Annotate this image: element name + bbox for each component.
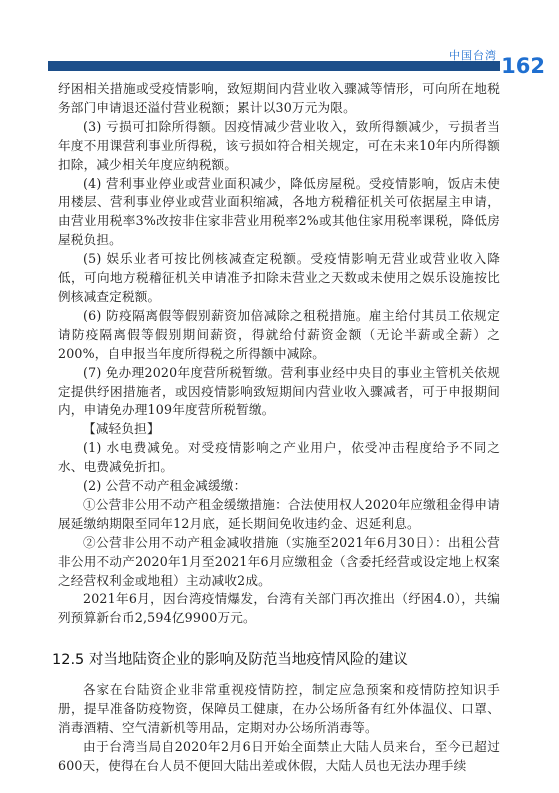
subheading-reduce-burden: 【减轻负担】 bbox=[83, 421, 160, 437]
header-bar bbox=[48, 61, 500, 71]
section-heading: 12.5 对当地陆资企业的影响及防范当地疫情风险的建议 bbox=[52, 652, 408, 669]
paragraph-epidemic-prevention: 各家在台陆资企业非常重视疫情防控，制定应急预案和疫情防控知识手册，提早准备防疫物资，保障员工健康，在办公场所备有红外体温仪、口罩、消毒酒精、空气清新机等用品，定期对办公场所消毒等。 bbox=[58, 682, 500, 736]
paragraph-relief-4: 2021年6月，因台湾疫情爆发，台湾有关部门再次推出（纾困4.0），共编列预算新台币2,594亿9900万元。 bbox=[58, 591, 500, 626]
paragraph-utility-relief: (1) 水电费减免。对受疫情影响之产业用户，依受冲击程度给予不同之水、电费减免折扣。 bbox=[58, 440, 500, 475]
paragraph-travel-ban: 由于台湾当局自2020年2月6日开始全面禁止大陆人员来台，至今已超过600天，使得在台人员不便回大陆出差或休假，大陆人员也无法办理手续 bbox=[58, 739, 500, 773]
paragraph-entertainment-tax: (5) 娱乐业者可按比例核减查定税额。受疫情影响无营业或营业收入降低，可向地方税稽征机关申请准予扣除未营业之天数或未使用之娱乐设施按比例核减查定税额。 bbox=[58, 251, 500, 304]
paragraph-tax-exemption: (7) 免办理2020年度营所税暂缴。营利事业经中央目的事业主管机关依规定提供纾困措施者，或因疫情影响致短期间内营业收入骤减者，可于申报期间内，申请免办理109年度营所税暂缴。 bbox=[58, 364, 500, 418]
paragraph-continued: 纾困相关措施或受疫情影响，致短期间内营业收入骤减等情形，可向所在地税务部门申请退还溢付营业税额；累计以30万元为限。 bbox=[58, 81, 500, 115]
paragraph-rent-relief: (2) 公营不动产租金减缓缴： bbox=[83, 478, 247, 494]
paragraph-rent-deferral: ①公营非公用不动产租金缓缴措施：合法使用权人2020年应缴租金得申请展延缴纳期限至同年12月底，延长期间免收违约金、迟延利息。 bbox=[58, 496, 500, 531]
running-header-title: 中国台湾 bbox=[449, 49, 497, 62]
page-body bbox=[52, 80, 500, 776]
paragraph-rent-reduction: ②公营非公用不动产租金减收措施（实施至2021年6月30日）：出租公营非公用不动产2020年1月至2021年6月应缴租金（含委托经营或设定地上权案之经营权利金或地租）主动减收2成。 bbox=[58, 534, 500, 588]
page-number: 162 bbox=[501, 54, 545, 78]
paragraph-loss-deduction: (3) 亏损可扣除所得额。因疫情减少营业收入，致所得额减少，亏损者当年度不用课营利事业所得税，该亏损如符合相关规定，可在未来10年内所得额扣除，减少相关年度应纳税额。 bbox=[58, 118, 500, 172]
paragraph-house-tax: (4) 营利事业停业或营业面积减少，降低房屋税。受疫情影响，饭店未使用楼层、营利事业停业或营业面积缩减，各地方税稽征机关可依据屋主申请，由营业用税率3%改按非住家非营业用税率2%或其他住家用税率课税，降低房屋税负担。 bbox=[58, 175, 500, 248]
paragraph-quarantine-leave: (6) 防疫隔离假等假别薪资加倍减除之租税措施。雇主给付其员工依规定请防疫隔离假等假别期间薪资，得就给付薪资金额（无论半薪或全薪）之200%，自申报当年度所得税之所得额中减除。 bbox=[58, 307, 500, 361]
